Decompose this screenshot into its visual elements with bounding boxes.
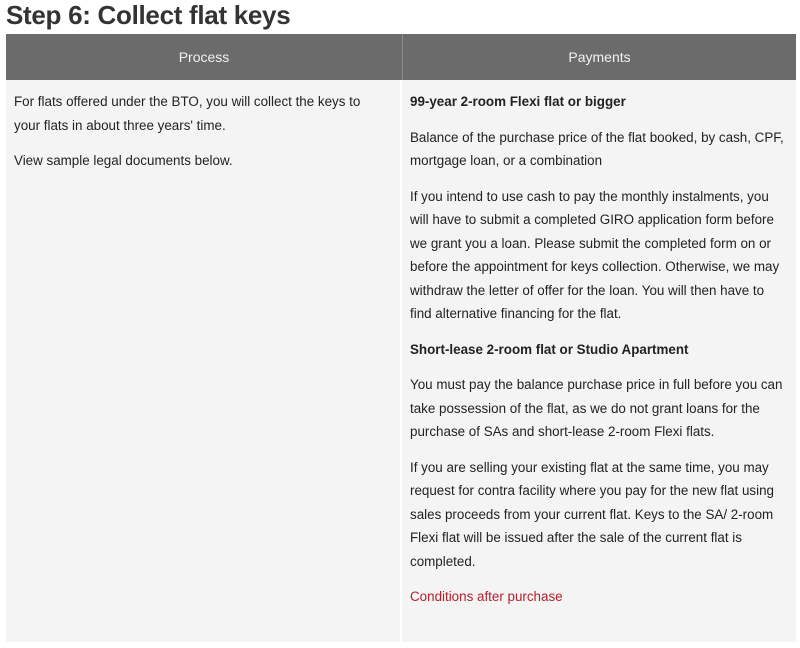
conditions-after-purchase-link[interactable]: Conditions after purchase	[410, 589, 563, 604]
process-paragraph-legal-docs: View sample legal documents below.	[14, 153, 233, 168]
process-column-header: Process	[6, 34, 403, 80]
table-header-row	[6, 34, 796, 80]
page-title: Step 6: Collect flat keys	[6, 0, 291, 30]
short-lease-balance-text: You must pay the balance purchase price in full before you can take possession of the flat, as we do not grant loans for the purchase of SAs and short-lease 2-room Flexi flats.	[410, 377, 783, 439]
payments-cell	[402, 80, 796, 642]
short-lease-contra-text: If you are selling your existing flat at the same time, you may request for contra facility where you pay for the new flat using sales proceeds from your current flat. Keys to the SA/ 2-room Flexi flat will be issued after the sale of the current flat is completed.	[410, 459, 774, 569]
steps-table	[6, 34, 796, 642]
table-row	[6, 80, 796, 642]
short-lease-heading: Short-lease 2-room flat or Studio Apartment	[410, 341, 689, 357]
flexi-flat-heading: 99-year 2-room Flexi flat or bigger	[410, 94, 626, 109]
flexi-flat-balance-text: Balance of the purchase price of the flat booked, by cash, CPF, mortgage loan, or a combination	[410, 129, 784, 168]
flexi-flat-giro-text: If you intend to use cash to pay the monthly instalments, you will have to submit a completed GIRO application form before we grant you a loan. Please submit the completed form on or before the appointment for keys collection. Otherwise, we may withdraw the letter of offer for the loan. You will then have to find alternative financing for the flat.	[410, 188, 780, 321]
process-paragraph-bto: For flats offered under the BTO, you will collect the keys to your flats in about three years' time.	[14, 94, 361, 133]
payments-column-header: Payments	[568, 49, 631, 65]
process-cell	[6, 80, 402, 642]
